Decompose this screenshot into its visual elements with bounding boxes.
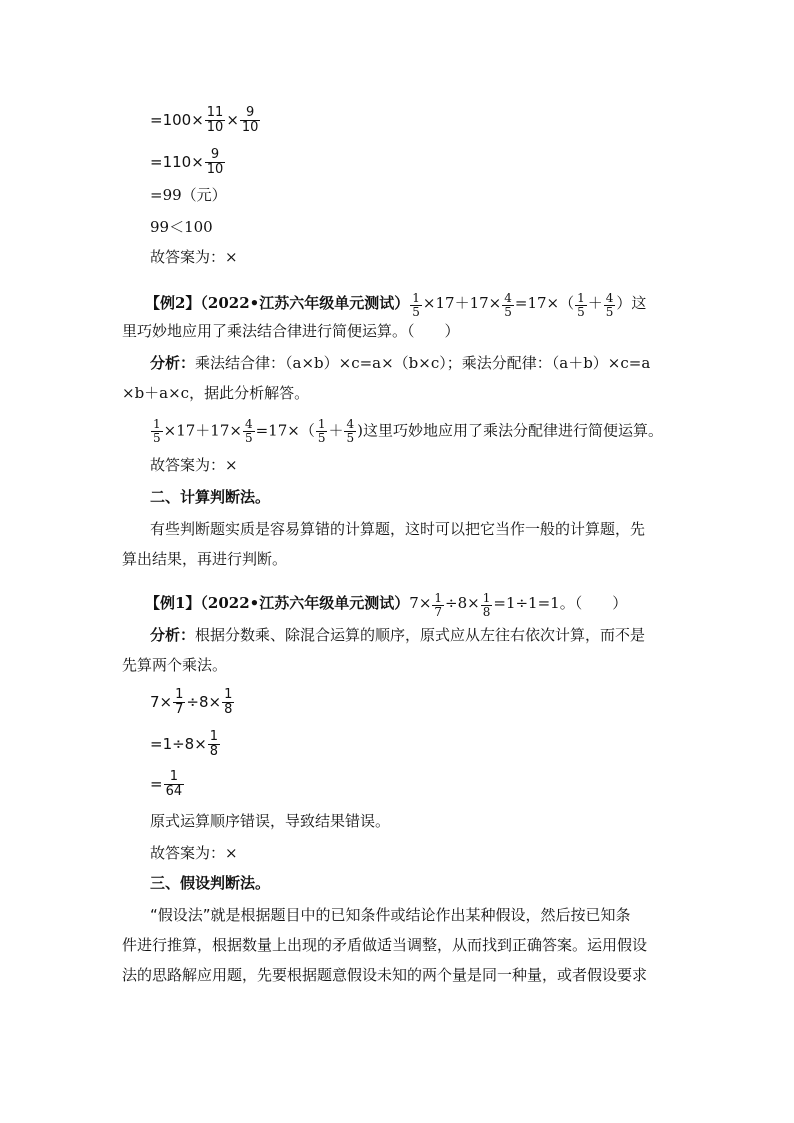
example-1-note: 原式运算顺序错误，导致结果错误。 [150, 812, 391, 830]
fraction: $\frac{1}{8}$ [482, 591, 491, 619]
fraction: $\frac{1}{5}$ [317, 417, 326, 445]
example-2-question-cont: 里巧妙地应用了乘法结合律进行简便运算。（ ） [122, 322, 460, 340]
fraction: $\frac{1}{8}$ [209, 729, 219, 759]
example-2-calc: $\frac{1}{5}$ ×17＋17× $\frac{4}{5}$ =17×（ $\frac{1}{5}$ ＋ $\frac{4}{5}$ )这里巧妙地应用了乘法分配律进行简便运算。 [153, 417, 663, 445]
calc-line-2: =110× $\frac{9}{10}$ [150, 147, 224, 177]
fraction: $\frac{1}{5}$ [412, 291, 420, 319]
section-3-para-cont: 件进行推算，根据数量上出现的矛盾做适当调整，从而找到正确答案。运用假设 [122, 936, 648, 954]
fraction: $\frac{9}{10}$ [241, 105, 259, 135]
fraction: $\frac{1}{5}$ [577, 291, 585, 319]
section-2-para-cont: 算出结果，再进行判断。 [122, 550, 288, 568]
fraction: $\frac{4}{5}$ [244, 417, 253, 445]
example-2-analysis-cont: ×b＋a×c，据此分析解答。 [122, 384, 310, 402]
fraction: $\frac{4}{5}$ [504, 291, 512, 319]
section-2-para: 有些判断题实质是容易算错的计算题，这时可以把它当作一般的计算题，先 [150, 520, 646, 538]
fraction: $\frac{9}{10}$ [206, 147, 224, 177]
calc-line-3: =99（元） [150, 186, 227, 204]
section-3-title: 三、假设判断法。 [150, 874, 271, 892]
example-1-analysis: 分析：根据分数乘、除混合运算的顺序，原式应从左往右依次计算，而不是 [150, 626, 646, 644]
example-1-analysis-cont: 先算两个乘法。 [122, 656, 228, 674]
example-1-step-2: =1÷8× $\frac{1}{8}$ [150, 729, 219, 759]
answer-line: 故答案为：× [150, 456, 238, 474]
example-2-question: 【例2】（2022•江苏六年级单元测试） $\frac{1}{5}$ ×17＋17× $\frac{4}{5}$ =17×（ $\frac{1}{5}$ ＋ $\frac{4}{5}$ ）这 [145, 291, 647, 319]
fraction: $\frac{1}{7}$ [175, 687, 184, 717]
fraction: $\frac{4}{5}$ [605, 291, 614, 319]
calc-line-4: 99＜100 [150, 218, 213, 236]
calc-line-1: =100× $\frac{11}{10}$ × $\frac{9}{10}$ [150, 105, 259, 135]
example-1-step-3: = $\frac{1}{64}$ [150, 769, 183, 799]
example-1-question: 【例1】（2022•江苏六年级单元测试）7× $\frac{1}{7}$ ÷8× $\frac{1}{8}$ =1÷1=1。（ ） [145, 591, 628, 619]
fraction: $\frac{11}{10}$ [206, 105, 224, 135]
answer-line: 故答案为：× [150, 248, 238, 266]
section-2-title: 二、计算判断法。 [150, 488, 271, 506]
fraction: $\frac{4}{5}$ [346, 417, 355, 445]
section-3-para-cont: 法的思路解应用题，先要根据题意假设未知的两个量是同一种量，或者假设要求 [122, 966, 648, 984]
fraction: $\frac{1}{8}$ [224, 687, 233, 717]
section-3-para: “假设法”就是根据题目中的已知条件或结论作出某种假设，然后按已知条 [150, 906, 631, 924]
fraction: $\frac{1}{64}$ [165, 769, 183, 799]
answer-line: 故答案为：× [150, 844, 238, 862]
fraction: $\frac{1}{5}$ [153, 417, 161, 445]
example-1-step-1: 7× $\frac{1}{7}$ ÷8× $\frac{1}{8}$ [150, 687, 233, 717]
fraction: $\frac{1}{7}$ [434, 591, 443, 619]
example-2-analysis: 分析：乘法结合律：（a×b）×c=a×（b×c）；乘法分配律：（a＋b）×c=a [150, 354, 651, 372]
